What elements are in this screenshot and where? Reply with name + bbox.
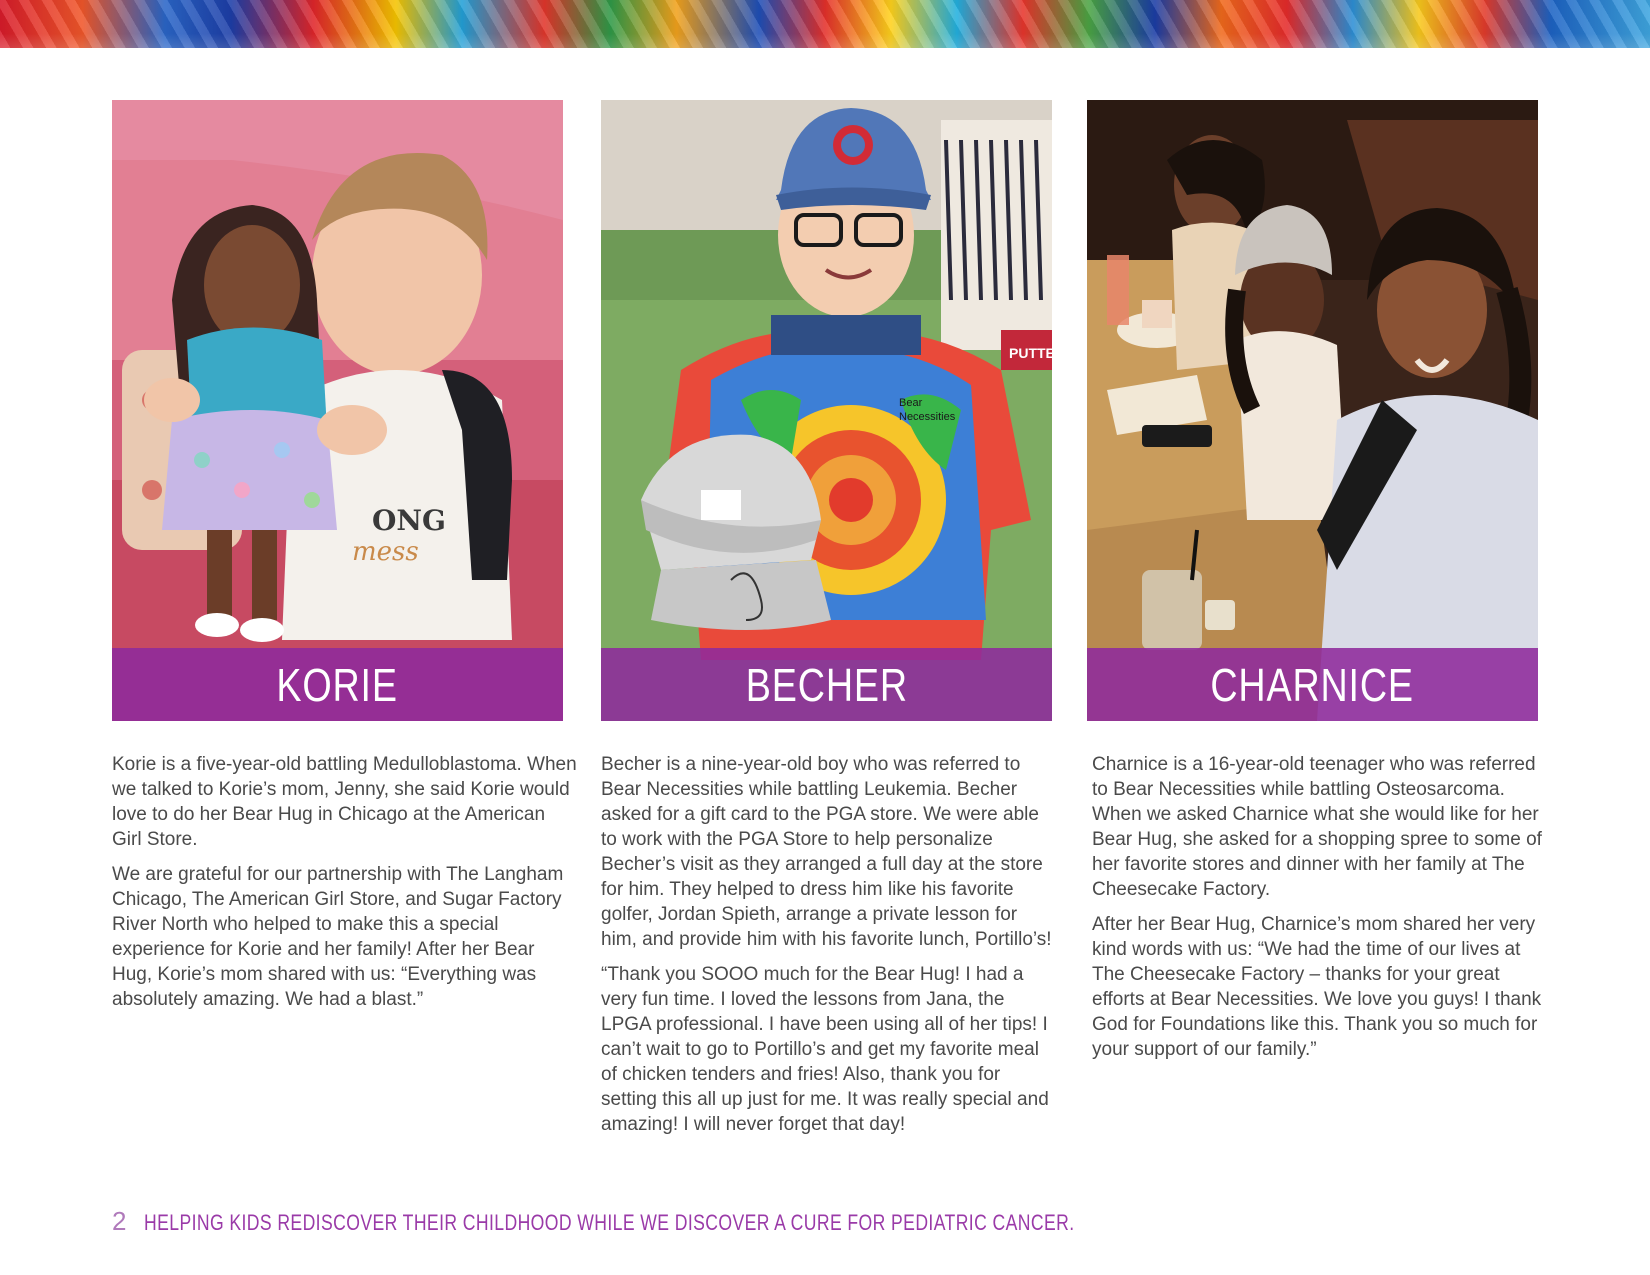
name-banner-korie: [112, 648, 563, 721]
name-banner-charnice: [1087, 648, 1538, 721]
story-card-korie: [112, 100, 563, 721]
tie-dye-header-band: [0, 0, 1650, 48]
story-paragraph: Becher is a nine-year-old boy who was referred to Bear Necessities while battling Leukemia. Becher asked for a gift card to the PGA store. We were able to work with the PGA Store to help personalize Becher’s visit as they arranged a full day at the store for him. They helped to dress him like his favorite golfer, Jordan Spieth, arrange a private lesson for him, and provide him with his favorite lunch, Portillo’s!: [601, 754, 1052, 950]
svg-text:Necessities: Necessities: [899, 411, 956, 423]
story-card-charnice: [1087, 100, 1538, 721]
story-paragraph: After her Bear Hug, Charnice’s mom shared her very kind words with us: “We had the time of our lives at The Cheesecake Factory – thanks for your great efforts at Bear Necessities. We love you guys! I thank God for Foundations like this. Thank you so much for your support of our family.”: [1092, 914, 1542, 1060]
story-paragraph: Korie is a five-year-old battling Medulloblastoma. When we talked to Korie’s mom, Jenny, she said Korie would love to do her Bear Hug in Chicago at the American Girl Store.: [112, 754, 577, 850]
svg-text:PUTTER: PUTTER: [1009, 345, 1065, 361]
story-paragraph: We are grateful for our partnership with The Langham Chicago, The American Girl Store, and Sugar Factory River North who helped to make this a special experience for Korie and her family! After her Bear Hug, Korie’s mom shared with us: “Everything was absolutely amazing. We had a blast.”: [112, 864, 564, 1010]
svg-text:Bear: Bear: [899, 397, 923, 409]
svg-text:mess: mess: [352, 537, 419, 567]
story-card-becher: [601, 100, 1065, 721]
story-paragraph: “Thank you SOOO much for the Bear Hug! I had a very fun time. I loved the lessons from Jana, the LPGA professional. I have been using all of her tips! I can’t wait to go to Portillo’s and get my favorite meal of chicken tenders and fries! Also, thank you for setting this all up just for me. It was really special and amazing! I will never forget that day!: [601, 964, 1049, 1135]
card-name: BECHER: [745, 658, 908, 711]
card-name: KORIE: [276, 658, 399, 711]
card-name: CHARNICE: [1210, 658, 1415, 711]
photo-charnice: [1087, 100, 1538, 721]
footer-tagline: HELPING KIDS REDISCOVER THEIR CHILDHOOD WHILE WE DISCOVER A CURE FOR PEDIATRIC CANCER.: [144, 1210, 1075, 1235]
story-text-becher: [601, 752, 1056, 1147]
name-banner-becher: [601, 648, 1052, 721]
svg-text:ONG: ONG: [372, 504, 446, 537]
story-text-charnice: [1092, 752, 1547, 1072]
story-paragraph: Charnice is a 16-year-old teenager who was referred to Bear Necessities while battling Osteosarcoma. When we asked Charnice what she would like for her Bear Hug, she asked for a shopping spree to some of her favorite stores and dinner with her family at The Cheesecake Factory.: [1092, 754, 1542, 900]
page-number: 2: [112, 1206, 127, 1236]
story-text-korie: [112, 752, 577, 1022]
photo-korie: [112, 100, 563, 721]
photo-becher: [601, 100, 1065, 721]
page-footer: [112, 1206, 1308, 1236]
